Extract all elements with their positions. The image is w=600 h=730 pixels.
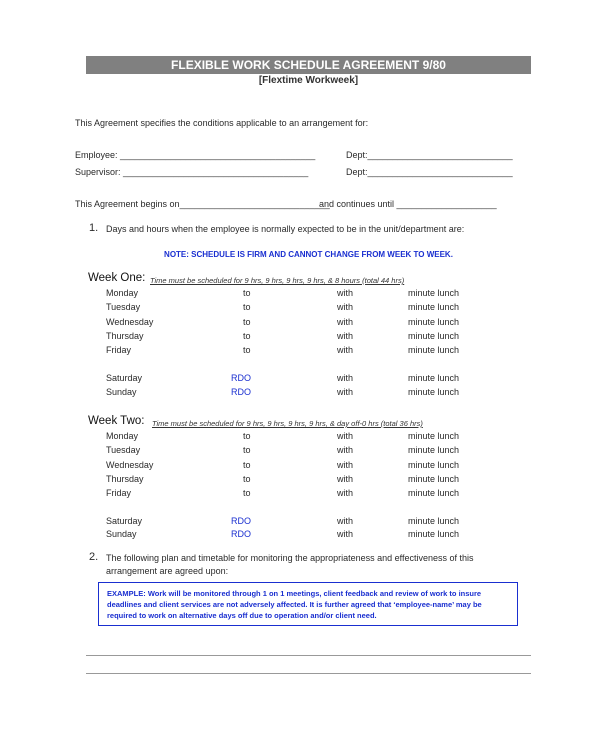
- schedule-to: to: [243, 302, 251, 312]
- schedule-lunch: minute lunch: [408, 302, 460, 312]
- schedule-lunch: minute lunch: [408, 387, 460, 397]
- schedule-with: with: [337, 387, 354, 397]
- schedule-day: Friday: [106, 345, 132, 355]
- schedule-lunch: minute lunch: [408, 488, 460, 498]
- supervisor-field[interactable]: Supervisor: _____________________________________: [75, 167, 309, 177]
- schedule-to: to: [243, 460, 251, 470]
- schedule-day: Saturday: [106, 373, 143, 383]
- schedule-lunch: minute lunch: [408, 373, 460, 383]
- page-title: FLEXIBLE WORK SCHEDULE AGREEMENT 9/80: [86, 56, 531, 74]
- example-text: EXAMPLE: Work will be monitored through 1 on 1 meetings, client feedback and review of work to insure deadlines and client services are not adversely affected. It is further agreed that ‘employee-name’ may be required to work on alternative days off due to operation and/or client need.: [107, 589, 482, 620]
- schedule-with: with: [337, 445, 354, 455]
- schedule-to: to: [243, 431, 251, 441]
- schedule-to: to: [243, 488, 251, 498]
- schedule-with: with: [337, 345, 354, 355]
- schedule-with: with: [337, 488, 354, 498]
- week-two-label: Week Two:: [88, 415, 145, 427]
- item-1-text: Days and hours when the employee is normally expected to be in the unit/department are:: [106, 224, 465, 234]
- schedule-with: with: [337, 331, 354, 341]
- supervisor-dept-field[interactable]: Dept:_____________________________: [346, 167, 513, 177]
- answer-line[interactable]: [86, 673, 531, 674]
- schedule-lunch: minute lunch: [408, 317, 460, 327]
- schedule-day: Wednesday: [106, 460, 154, 470]
- schedule-lunch: minute lunch: [408, 516, 460, 526]
- schedule-with: with: [337, 529, 354, 539]
- schedule-lunch: minute lunch: [408, 331, 460, 341]
- schedule-with: with: [337, 431, 354, 441]
- page-subtitle: [Flextime Workweek]: [258, 75, 359, 86]
- intro-text: This Agreement specifies the conditions applicable to an arrangement for:: [75, 118, 369, 128]
- item-1-number: 1.: [89, 222, 99, 234]
- schedule-rdo: RDO: [231, 373, 251, 383]
- schedule-day: Wednesday: [106, 317, 154, 327]
- schedule-day: Saturday: [106, 516, 143, 526]
- schedule-with: with: [337, 302, 354, 312]
- schedule-lunch: minute lunch: [408, 288, 460, 298]
- schedule-with: with: [337, 288, 354, 298]
- example-box: [98, 582, 518, 626]
- schedule-lunch: minute lunch: [408, 345, 460, 355]
- employee-dept-field[interactable]: Dept:_____________________________: [346, 150, 513, 160]
- schedule-to: to: [243, 445, 251, 455]
- answer-line[interactable]: [86, 655, 531, 656]
- schedule-day: Friday: [106, 488, 132, 498]
- schedule-to: to: [243, 474, 251, 484]
- schedule-lunch: minute lunch: [408, 445, 460, 455]
- schedule-with: with: [337, 474, 354, 484]
- begins-date-field[interactable]: This Agreement begins on______________________________: [75, 199, 330, 209]
- schedule-lunch: minute lunch: [408, 460, 460, 470]
- schedule-day: Tuesday: [106, 445, 141, 455]
- schedule-with: with: [337, 317, 354, 327]
- schedule-day: Sunday: [106, 387, 137, 397]
- item-2-line-2: arrangement are agreed upon:: [106, 566, 229, 576]
- week-two-note: Time must be scheduled for 9 hrs, 9 hrs, 9 hrs, 9 hrs, & day off-0 hrs (total 36 hrs): [152, 419, 423, 428]
- schedule-day: Thursday: [106, 331, 144, 341]
- schedule-with: with: [337, 373, 354, 383]
- schedule-lunch: minute lunch: [408, 431, 460, 441]
- schedule-rdo: RDO: [231, 529, 251, 539]
- item-2-line-1: The following plan and timetable for monitoring the appropriateness and effectiveness of this: [106, 553, 474, 563]
- schedule-day: Thursday: [106, 474, 144, 484]
- schedule-day: Monday: [106, 288, 139, 298]
- schedule-to: to: [243, 317, 251, 327]
- schedule-to: to: [243, 331, 251, 341]
- schedule-day: Sunday: [106, 529, 137, 539]
- week-one-label: Week One:: [88, 272, 146, 284]
- schedule-to: to: [243, 345, 251, 355]
- schedule-rdo: RDO: [231, 516, 251, 526]
- schedule-day: Tuesday: [106, 302, 141, 312]
- schedule-note: NOTE: SCHEDULE IS FIRM AND CANNOT CHANGE FROM WEEK TO WEEK.: [164, 250, 453, 259]
- schedule-lunch: minute lunch: [408, 529, 460, 539]
- schedule-lunch: minute lunch: [408, 474, 460, 484]
- schedule-with: with: [337, 460, 354, 470]
- employee-field[interactable]: Employee: _______________________________________: [75, 150, 316, 160]
- continues-date-field[interactable]: and continues until ____________________: [319, 199, 497, 209]
- schedule-rdo: RDO: [231, 387, 251, 397]
- week-one-note: Time must be scheduled for 9 hrs, 9 hrs, 9 hrs, 9 hrs, & 8 hours (total 44 hrs): [150, 276, 405, 285]
- schedule-to: to: [243, 288, 251, 298]
- schedule-with: with: [337, 516, 354, 526]
- item-2-number: 2.: [89, 551, 99, 563]
- schedule-day: Monday: [106, 431, 139, 441]
